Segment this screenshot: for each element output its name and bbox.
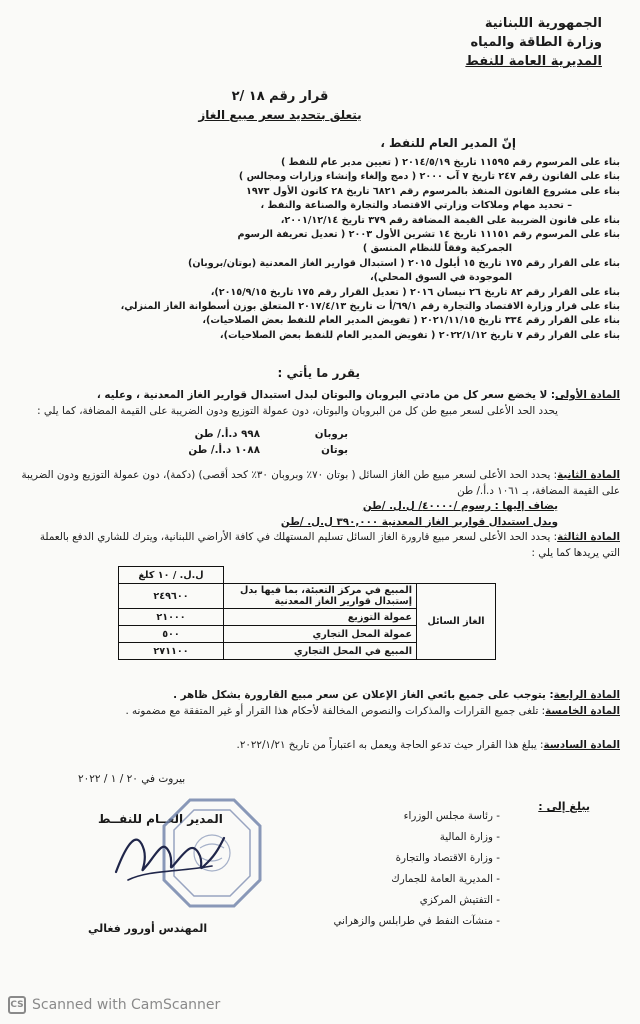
place-date: بيروت في ٢٠ / ١ / ٢٠٢٢ — [78, 773, 186, 785]
scanner-watermark — [8, 996, 220, 1014]
letterhead-country: الجمهورية اللبنانية — [484, 16, 602, 31]
signatory-title: المدير العــام للنفــط — [98, 812, 223, 826]
recipient-item: - التفتيش المركزي — [260, 890, 500, 911]
article-5 — [20, 704, 620, 720]
propane-label: بروبان — [314, 428, 348, 440]
table-row — [119, 584, 496, 609]
article-3-text: : يحدد الحد الأعلى لسعر مبيع قارورة الغاز السائل تسليم المستهلك في كافة الأراضي اللبنانية، ويترك للشاري الدفع بالعملة التي يريدها كما يلي : — [39, 531, 620, 559]
consideration-item: بناء على المرسوم رقم ١١٥٩٥ تاريخ ٢٠١٤/٥/١٩ ( تعيين مدير عام للنفط ) — [280, 157, 620, 168]
decides-heading: يقرر ما يأتي : — [277, 366, 360, 380]
recipient-item: - وزارة الاقتصاد والتجارة — [260, 848, 500, 869]
article-2-text: : يحدد الحد الأعلى لسعر مبيع طن الغاز السائل ( بوتان ٧٠٪ وبروبان ٣٠٪ كحد أقصى) (دكمة)، دون عمولة التوزيع ودون الضريبة على القيمة المضافة، بـ ١٠٦١ د.أ./ طن — [21, 469, 620, 497]
butane-price: ١٠٨٨ د.أ./ طن — [188, 444, 260, 456]
article-6-text: : يبلغ هذا القرار حيث تدعو الحاجة ويعمل به اعتباراً من تاريخ ٢٠٢٢/١/٢١. — [236, 739, 544, 751]
article-6-label: المادة السادسة — [543, 739, 620, 751]
camscanner-icon: CS — [8, 996, 26, 1014]
decision-subject: يتعلق بتحديد سعر مبيع الغاز — [198, 108, 362, 122]
table-cell-value: ٢٧١١٠٠ — [119, 643, 224, 660]
table-header: ل.ل. / ١٠ كلغ — [119, 567, 224, 584]
consideration-item: بناء على قانون الضريبة على القيمة المضافة رقم ٣٧٩ تاريخ ٢٠٠١/١٢/١٤، — [280, 214, 620, 226]
considerations-list — [100, 156, 620, 343]
article-4-text: : يتوجب على جميع بائعي الغاز الإعلان عن سعر مبيع القارورة بشكل ظاهر . — [173, 689, 554, 701]
recipients-list — [260, 806, 500, 932]
table-cell-desc: عمولة التوزيع — [224, 609, 417, 626]
article-2 — [20, 468, 620, 530]
price-table — [118, 566, 496, 660]
letterhead-directorate: المديرية العامة للنفط — [465, 54, 602, 69]
article-1-text: : لا يخضع سعر كل من مادتي البروبان والبوتان لبدل استبدال قوارير الغاز المعدنية ، وعليه ، — [96, 389, 555, 401]
table-cell-value: ٥٠٠ — [119, 626, 224, 643]
consideration-item: بناء على القانون رقم ٢٤٧ تاريخ ٧ آب ٢٠٠٠ ( دمج وإلغاء وإنشاء وزارات ومجالس ) — [238, 171, 620, 183]
article-5-text: : تلغى جميع القرارات والمذكرات والنصوص المخالفة لأحكام هذا القرار أو غير المتفقة مع مضمونه . — [125, 705, 546, 717]
notify-heading: يبلغ إلى : — [538, 800, 590, 813]
consideration-item: بناء على مشروع القانون المنفذ بالمرسوم رقم ٦٨٢١ تاريخ ٢٨ كانون الأول ١٩٧٣ — [246, 185, 620, 197]
handwritten-signature-icon — [108, 820, 228, 890]
article-2-replacement: وبدل استبدال قوارير الغاز المعدنية ٣٩٠,٠٠٠ ل.ل. /طن — [280, 515, 558, 528]
intro-line: إنّ المدير العام للنفط ، — [380, 136, 516, 150]
table-cell-desc: عمولة المحل التجاري — [224, 626, 417, 643]
article-6 — [20, 738, 620, 754]
article-3 — [20, 530, 620, 561]
recipient-item: - رئاسة مجلس الوزراء — [260, 806, 500, 827]
decision-title — [150, 88, 410, 124]
table-cell-value: ٢٤٩٦٠٠ — [119, 584, 224, 609]
article-2-fees: يضاف إليها : رسوم /٤٠٠٠٠/ ل.ل. /طن — [362, 500, 558, 512]
article-5-label: المادة الخامسة — [545, 705, 620, 717]
letterhead-ministry: وزارة الطاقة والمياه — [470, 35, 602, 50]
scanner-watermark-text: Scanned with CamScanner — [32, 997, 221, 1013]
article-4-label: المادة الرابعة — [553, 689, 620, 701]
article-4 — [20, 688, 620, 704]
letterhead — [302, 14, 602, 71]
article-3-label: المادة الثالثة — [557, 531, 620, 543]
article-1-body: يحدد الحد الأعلى لسعر مبيع طن كل من البروبان والبوتان، دون عمولة التوزيع ودون الضريبة على القيمة المضافة، كما يلي : — [37, 404, 558, 417]
decision-number: قرار رقم ١٨ /٢ — [231, 89, 329, 104]
recipient-item: - منشآت النفط في طرابلس والزهراني — [260, 911, 500, 932]
table-cell-desc: المبيع في مركز التعبئة، بما فيها بدل إستبدال قوارير الغاز المعدنية — [224, 584, 417, 609]
consideration-item: بناء على قرار وزارة الاقتصاد والتجارة رقم ٦٩/١/أ ت تاريخ ٢٠١٧/٤/١٣ المتعلق بوزن أسطوانة الغاز المنزلي، — [120, 301, 620, 313]
propane-price: ٩٩٨ د.أ./ طن — [194, 428, 260, 440]
recipient-item: - المديرية العامة للجمارك — [260, 869, 500, 890]
article-2-label: المادة الثانية — [557, 469, 620, 481]
consideration-item: الموجودة في السوق المحلي)، — [370, 272, 512, 284]
consideration-item: – تحديد مهام وملاكات وزارتي الاقتصاد والتجارة والصناعة والنفط ، — [260, 200, 572, 212]
table-cell-desc: المبيع في المحل التجاري — [224, 643, 417, 660]
consideration-item: بناء على القرار رقم ٧ تاريخ ٢٠٢٢/١/١٢ ( تفويض المدير العام للنفط بعض الصلاحيات)، — [219, 329, 620, 341]
recipient-item: - وزارة المالية — [260, 827, 500, 848]
article-1-label: المادة الأولى — [555, 389, 620, 401]
butane-label: بوتان — [321, 444, 348, 456]
article-1 — [20, 388, 620, 419]
table-header-row — [119, 567, 496, 584]
table-side-label: الغاز السائل — [417, 584, 496, 660]
consideration-item: بناء على القرار رقم ٨٢ تاريخ ٢٦ نيسان ٢٠١٦ ( تعديل القرار رقم ١٧٥ تاريخ ٢٠١٥/٩/١٥)، — [210, 286, 620, 298]
consideration-item: بناء على المرسوم رقم ١١١٥١ تاريخ ١٤ تشرين الأول ٢٠٠٣ ( تعديل تعريفة الرسوم — [237, 229, 620, 241]
consideration-item: بناء على القرار رقم ٣٣٤ تاريخ ٢٠٢١/١١/١٥ ( تفويض المدير العام للنفط بعض الصلاحيات)، — [202, 315, 620, 327]
consideration-item: الجمركية وفقاً للنظام المنسق ) — [362, 243, 512, 255]
consideration-item: بناء على القرار رقم ١٧٥ تاريخ ١٥ أيلول ٢٠١٥ ( استبدال قوارير الغاز المعدنية (بوتان/بروبان) — [187, 257, 620, 269]
signatory-name: المهندس أورور فغالي — [88, 922, 208, 935]
table-cell-value: ٢١٠٠٠ — [119, 609, 224, 626]
